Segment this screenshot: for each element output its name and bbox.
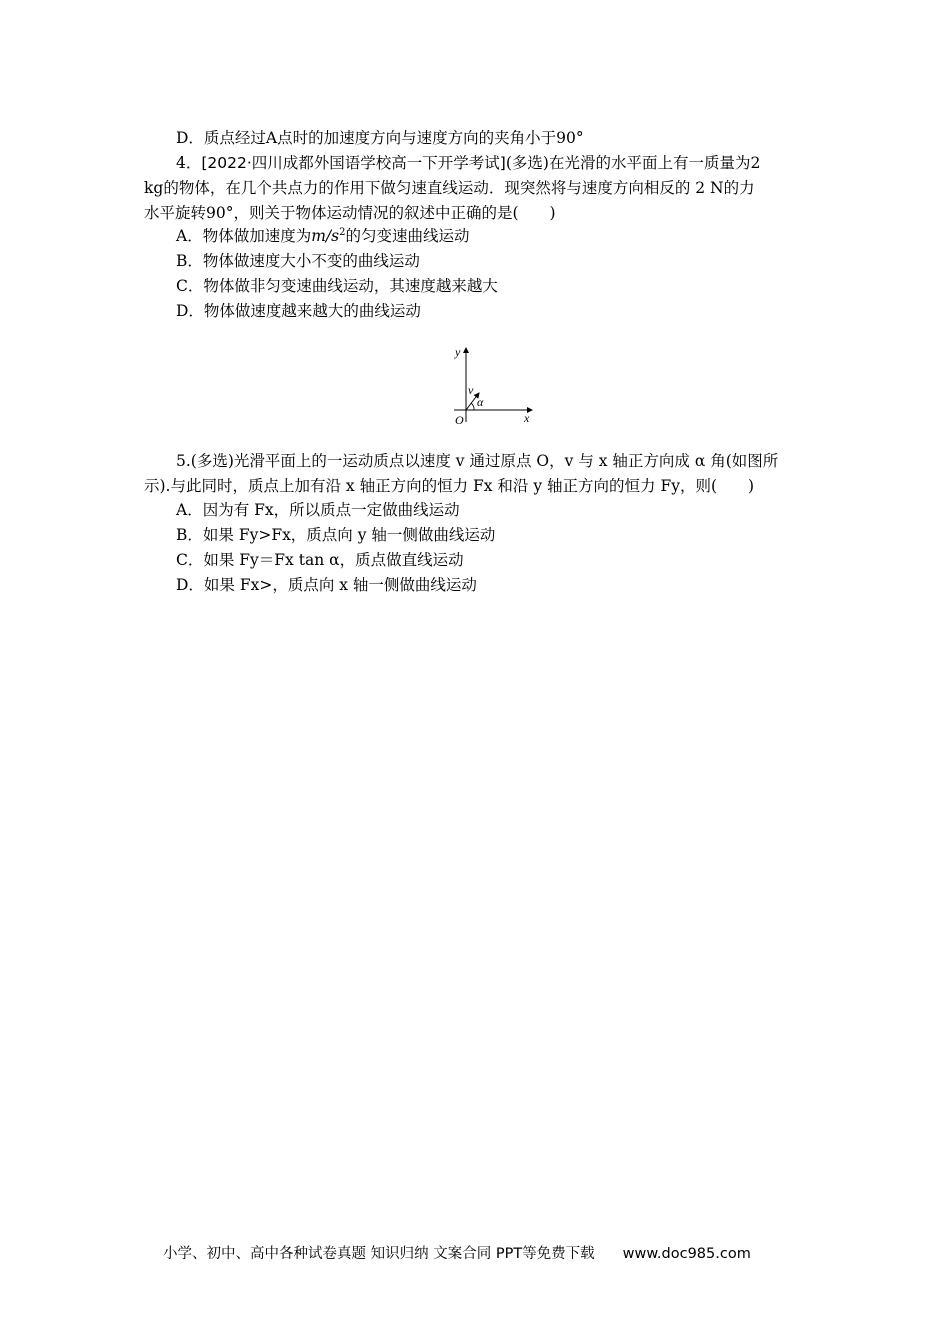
q4-option-b: B．物体做速度大小不变的曲线运动 [176,252,420,270]
q4-option-c: C．物体做非匀变速曲线运动，其速度越来越大 [176,277,498,295]
q4-option-a-unit: m/s [311,227,340,245]
q5-option-a: A．因为有 Fx，所以质点一定做曲线运动 [176,501,460,519]
q4-stem-line-1 [176,151,760,175]
q5-option-c: C．如果 Fy＝Fx tan α，质点做直线运动 [176,551,464,569]
q4-option-a-post: 的匀变速曲线运动 [345,227,470,245]
q5-stem-line-2: 示).与此同时，质点上加有沿 x 轴正方向的恒力 Fx 和沿 y 轴正方向的恒力 Fy，则( ) [144,477,755,495]
alpha-arc [471,403,474,410]
x-axis-label: x [524,411,530,425]
alpha-label: α [477,395,484,409]
q3-option-d: D．质点经过A点时的加速度方向与速度方向的夹角小于90° [176,129,584,147]
q4-multi-tag: (多选) [505,154,549,172]
q4-option-a-sup: 2 [339,226,346,238]
q5-option-b: B．如果 Fy>Fx，质点向 y 轴一侧做曲线运动 [176,526,496,544]
q4-stem-line-2: kg的物体，在几个共点力的作用下做匀速直线运动．现突然将与速度方向相反的 2 N的力 [144,179,755,197]
q4-option-a-pre: A．物体做加速度为 [176,227,312,245]
q5-stem-line-1: 5.(多选)光滑平面上的一运动质点以速度 v 通过原点 O，v 与 x 轴正方向成 α 角(如图所 [176,452,779,470]
q4-stem-line-3: 水平旋转90°，则关于物体运动情况的叙述中正确的是( ) [144,204,556,222]
page-footer [163,1242,751,1266]
v-label: v [468,383,474,397]
velocity-axes-figure [446,342,538,432]
q4-number: 4． [176,154,202,172]
origin-label: O [455,413,464,427]
q5-option-d: D．如果 Fx>，质点向 x 轴一侧做曲线运动 [176,576,477,594]
q4-option-a [176,224,469,248]
q4-option-d: D．物体做速度越来越大的曲线运动 [176,302,421,320]
y-axis-label: y [455,345,461,359]
q4-source: [2022·四川成都外国语学校高一下开学考试] [201,154,506,172]
q4-stem-text: 在光滑的水平面上有一质量为2 [548,154,761,172]
footer-text: 小学、初中、高中各种试卷真题 知识归纳 文案合同 PPT等免费下载 [163,1246,595,1262]
footer-site-link[interactable]: www.doc985.com [622,1246,751,1262]
